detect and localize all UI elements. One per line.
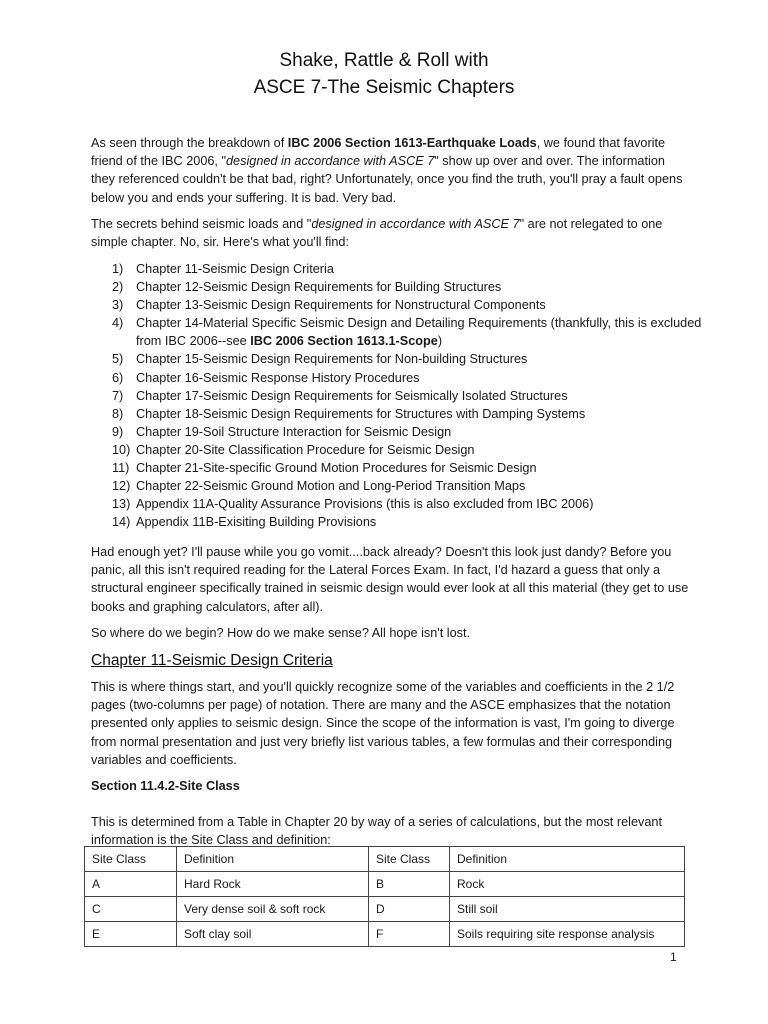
table-cell: Soils requiring site response analysis	[450, 922, 685, 947]
title-line-2: ASCE 7-The Seismic Chapters	[253, 77, 515, 98]
intro-paragraph: As seen through the breakdown of IBC 2006 Section 1613-Earthquake Loads, we found that favorite friend of the IBC 2006, "designed in accordance with ASCE 7" show up over and over. The information they referenced couldn't be that bad, right? Unfortunately, once you find the truth, you'll pray a fault opens below you and ends your suffering. It is bad. Very bad.	[91, 136, 683, 205]
asce-quote-2: designed in accordance with ASCE 7	[311, 217, 520, 231]
table-row	[85, 872, 685, 897]
table-cell: B	[369, 872, 450, 897]
list-item: 3) Chapter 13-Seismic Design Requirements for Nonstructural Components	[112, 298, 546, 313]
title-line-1: Shake, Rattle & Roll with	[279, 50, 489, 71]
column-header: Definition	[450, 847, 685, 872]
table-cell: F	[369, 922, 450, 947]
list-item: 14) Appendix 11B-Exisiting Building Provisions	[112, 515, 377, 530]
list-item: 10) Chapter 20-Site Classification Procedure for Seismic Design	[112, 442, 475, 457]
table-cell: Rock	[450, 872, 685, 897]
section-heading: Section 11.4.2-Site Class	[91, 779, 240, 793]
site-class-paragraph: This is determined from a Table in Chapter 20 by way of a series of calculations, but the most relevant information is the Site Class and definition:	[91, 815, 662, 848]
ibc-section-reference: IBC 2006 Section 1613-Earthquake Loads	[287, 136, 537, 150]
list-item: 13) Appendix 11A-Quality Assurance Provisions (this is also excluded from IBC 2006)	[112, 497, 594, 512]
ibc-scope-reference: IBC 2006 Section 1613.1-Scope	[250, 334, 438, 349]
table-row	[85, 922, 685, 947]
table-cell: C	[85, 897, 177, 922]
chapter-11-paragraph: This is where things start, and you'll quickly recognize some of the variables and coefficients in the 2 1/2 pages (two-columns per page) of notation. There are many and the ASCE emphasizes that the notation presented only applies to seismic design. Since the scope of the information is vast, I'm going to diverge from normal presentation and just very briefly list various tables, a few formulas and their corresponding variables and coefficients.	[91, 680, 675, 767]
chapter-list	[112, 260, 702, 531]
column-header: Site Class	[369, 847, 450, 872]
where-begin-paragraph: So where do we begin? How do we make sense? All hope isn't lost.	[91, 626, 471, 640]
site-class-table	[84, 846, 685, 947]
list-item: 12) Chapter 22-Seismic Ground Motion and Long-Period Transition Maps	[112, 479, 526, 494]
list-item: 2) Chapter 12-Seismic Design Requirements for Building Structures	[112, 280, 502, 295]
table-cell: D	[369, 897, 450, 922]
page-number: 1	[670, 950, 677, 964]
table-cell: Soft clay soil	[177, 922, 369, 947]
table-cell: E	[85, 922, 177, 947]
secrets-paragraph: The secrets behind seismic loads and "designed in accordance with ASCE 7" are not relegated to one simple chapter. No, sir. Here's what you'll find:	[91, 217, 663, 250]
list-item: 1) Chapter 11-Seismic Design Criteria	[112, 262, 334, 276]
chapter-11-heading: Chapter 11-Seismic Design Criteria	[91, 652, 333, 669]
enough-yet-paragraph: Had enough yet? I'll pause while you go vomit....back already? Doesn't this look just dandy? Before you panic, all this isn't required reading for the Lateral Forces Exam. In fact, I'd hazard a guess that only a structural engineer specifically trained in seismic design would ever look at all this material (they get to use books and graphing calculators, after all).	[91, 545, 689, 614]
list-item: 6) Chapter 16-Seismic Response History Procedures	[112, 370, 420, 385]
list-item: 8) Chapter 18-Seismic Design Requirements for Structures with Damping Systems	[112, 406, 586, 421]
list-item: 4) Chapter 14-Material Specific Seismic Design and Detailing Requirements (thankfully, this is excluded from IBC 2006--see IBC 2006 Section 1613.1-Scope)	[112, 316, 702, 349]
list-item: 11) Chapter 21-Site-specific Ground Motion Procedures for Seismic Design	[112, 461, 537, 476]
table-cell: Very dense soil & soft rock	[177, 897, 369, 922]
table-row	[85, 897, 685, 922]
column-header: Definition	[177, 847, 369, 872]
table-header-row	[85, 847, 685, 872]
table-cell: A	[85, 872, 177, 897]
column-header: Site Class	[85, 847, 177, 872]
table-cell: Hard Rock	[177, 872, 369, 897]
table-cell: Still soil	[450, 897, 685, 922]
asce-quote: designed in accordance with ASCE 7	[225, 154, 435, 169]
list-item: 9) Chapter 19-Soil Structure Interaction for Seismic Design	[112, 424, 452, 439]
list-item: 5) Chapter 15-Seismic Design Requirements for Non-building Structures	[112, 352, 528, 367]
list-item: 7) Chapter 17-Seismic Design Requirements for Seismically Isolated Structures	[112, 388, 568, 403]
